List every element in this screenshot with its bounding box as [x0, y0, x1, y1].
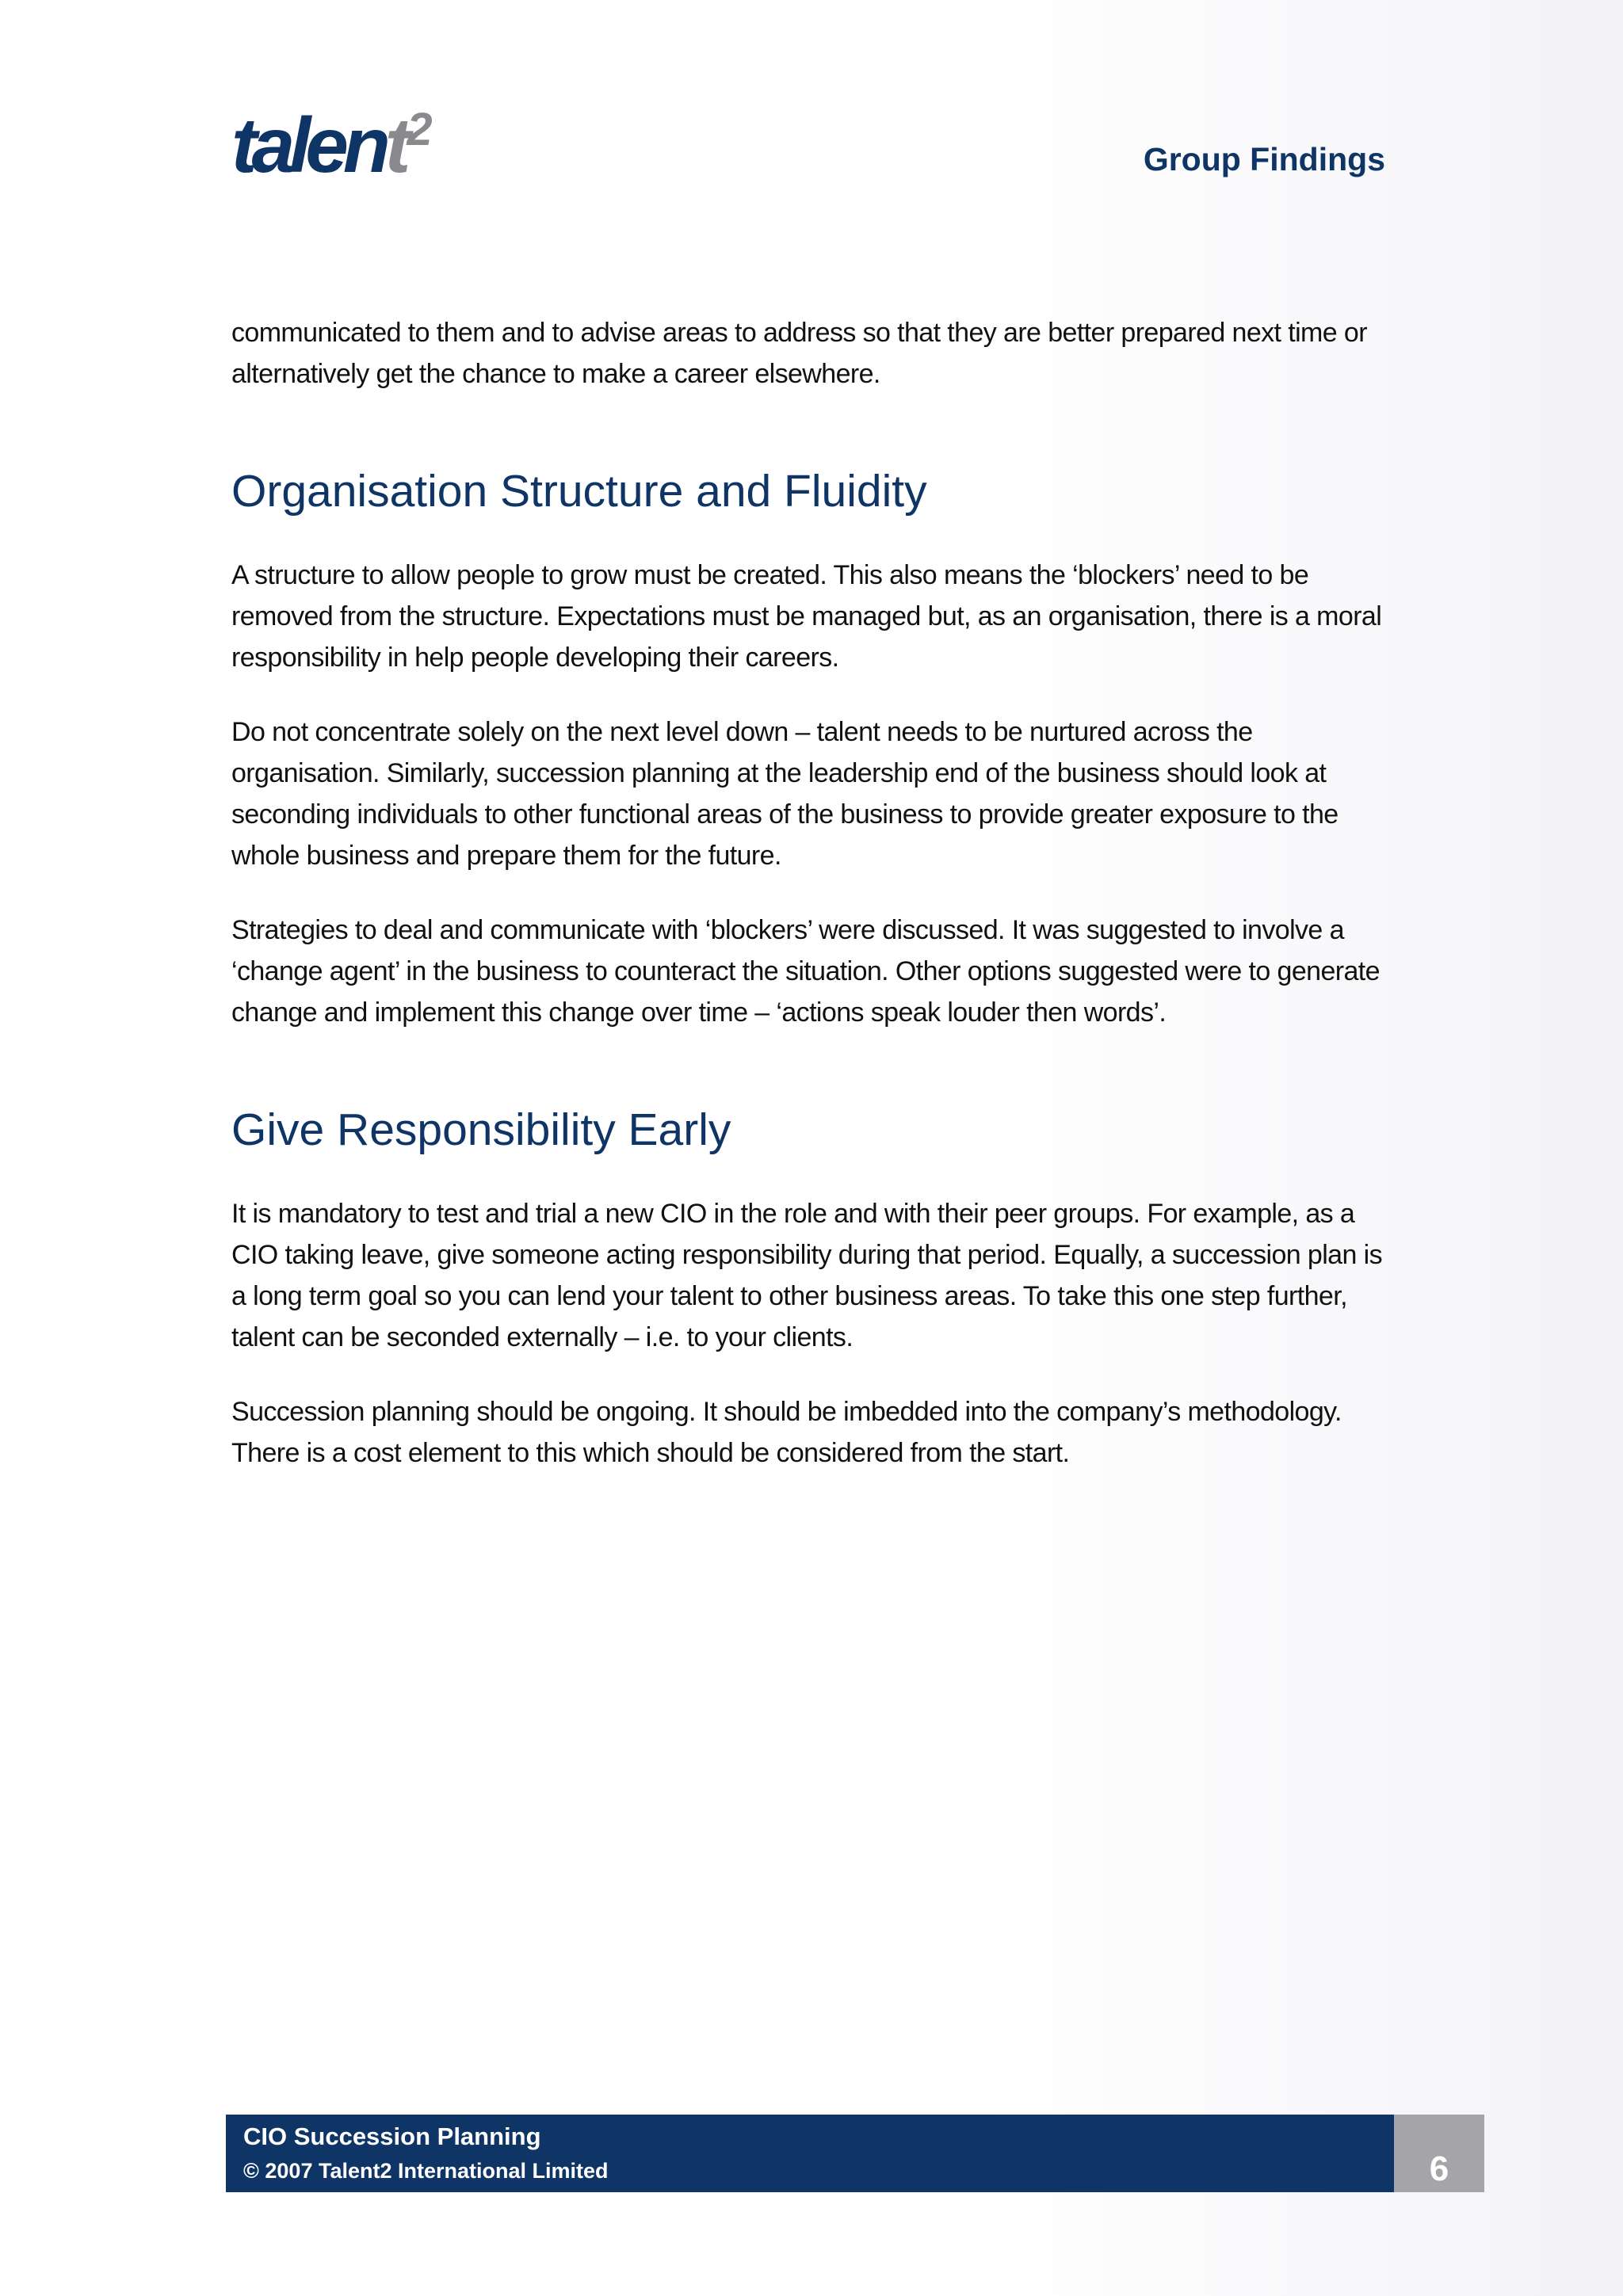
logo-t-letter: t	[384, 101, 406, 189]
logo-text: talen	[231, 101, 385, 189]
paragraph: It is mandatory to test and trial a new CIO in the role and with their peer groups. For example, as a CIO taking leave, give someone acting responsibility during that period. Equally, a succession plan is a long term goal so you can lend your talent to other business areas. To take this one step further, talent can be seconded externally – i.e. to your clients.	[231, 1199, 1383, 1352]
footer-copyright: © 2007 Talent2 International Limited	[243, 2159, 609, 2183]
talent2-logo	[231, 101, 485, 189]
logo-wordmark	[231, 101, 433, 200]
page-number: 6	[1429, 2149, 1449, 2188]
document-body	[231, 312, 1396, 1507]
footer-bar	[226, 2115, 1394, 2192]
paragraph: A structure to allow people to grow must be created. This also means the ‘blockers’ need to be removed from the structure. Expectations must be managed but, as an organisation, there is a moral responsibility in help people developing their careers.	[231, 560, 1382, 673]
section-heading-organisation: Organisation Structure and Fluidity	[231, 466, 927, 517]
paragraph: Strategies to deal and communicate with ‘blockers’ were discussed. It was suggested to involve a ‘change agent’ in the business to counteract the situation. Other options suggested were to generate change and implement this change over time – ‘actions speak louder then words’.	[231, 915, 1380, 1028]
paragraph: Succession planning should be ongoing. It should be imbedded into the company’s methodology. There is a cost element to this which should be considered from the start.	[231, 1397, 1342, 1468]
page-number-box	[1394, 2115, 1484, 2192]
intro-paragraph: communicated to them and to advise areas to address so that they are better prepared next time or alternatively get the chance to make a career elsewhere.	[231, 318, 1367, 389]
footer-title: CIO Succession Planning	[243, 2122, 541, 2150]
section-heading-responsibility: Give Responsibility Early	[231, 1104, 731, 1155]
paragraph: Do not concentrate solely on the next level down – talent needs to be nurtured across the organisation. Similarly, succession planning at the leadership end of the business should look at seconding individuals to other functional areas of the business to provide greater exposure to the whole business and prepare them for the future.	[231, 717, 1338, 871]
section-header: Group Findings	[1143, 141, 1385, 177]
logo-superscript: 2	[407, 104, 433, 155]
page-footer	[226, 2115, 1484, 2192]
